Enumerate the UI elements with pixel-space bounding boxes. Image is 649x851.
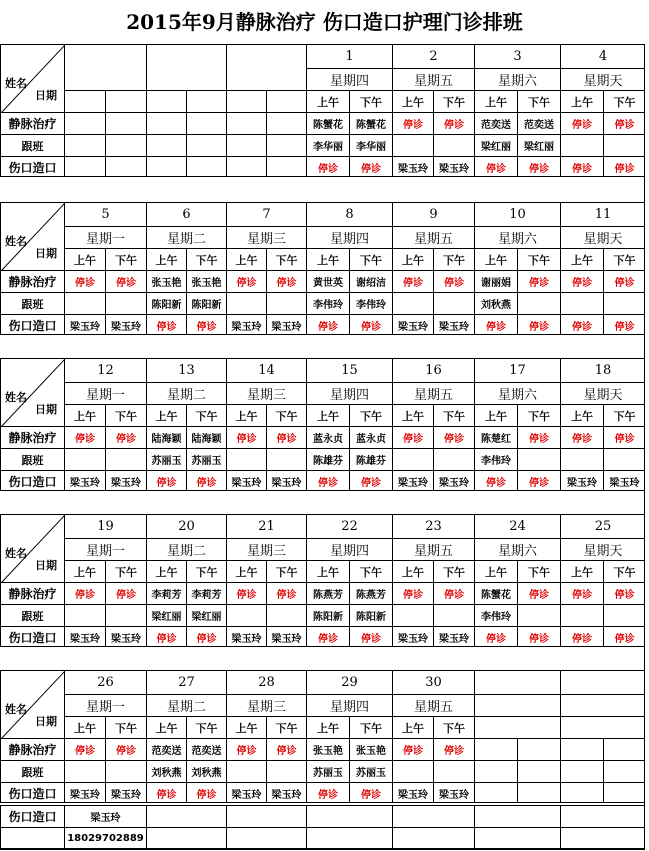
- row-label-follow: 跟班: [0, 760, 64, 782]
- schedule-cell-follow: 苏丽玉: [306, 760, 349, 782]
- weekday: 星期三: [226, 226, 306, 248]
- schedule-cell-iv: 停诊: [392, 738, 433, 760]
- schedule-cell-iv: 谢丽娟: [474, 270, 517, 292]
- day-number: 25: [560, 514, 645, 538]
- am-header: 上午: [146, 716, 186, 738]
- schedule-cell-wound: 梁玉玲: [226, 470, 266, 491]
- am-header: 上午: [306, 404, 349, 426]
- day-number: 8: [306, 202, 392, 226]
- pm-header: 下午: [433, 248, 474, 270]
- schedule-cell-wound: 梁玉玲: [105, 470, 146, 491]
- am-header: 上午: [560, 248, 603, 270]
- schedule-cell-wound: 梁玉玲: [560, 470, 603, 491]
- schedule-cell-follow: 李华丽: [349, 134, 392, 156]
- am-header: 上午: [474, 404, 517, 426]
- schedule-cell-iv: 陈楚红: [474, 426, 517, 448]
- weekday: 星期一: [64, 226, 146, 248]
- pm-header: 下午: [105, 248, 146, 270]
- am-header: 上午: [474, 90, 517, 112]
- weekday: 星期二: [146, 694, 226, 716]
- weekday: 星期四: [306, 694, 392, 716]
- day-number: 28: [226, 670, 306, 694]
- schedule-cell-wound: 停诊: [306, 156, 349, 177]
- am-header: 上午: [64, 248, 105, 270]
- schedule-cell-iv: 范奕送: [474, 112, 517, 134]
- weekday: 星期天: [560, 226, 645, 248]
- schedule-cell-iv: 张玉艳: [186, 270, 226, 292]
- day-number: 13: [146, 358, 226, 382]
- schedule-cell-iv: 停诊: [603, 426, 645, 448]
- weekday: 星期二: [146, 538, 226, 560]
- pm-header: 下午: [349, 404, 392, 426]
- weekday: 星期三: [226, 694, 306, 716]
- schedule-cell-wound: 停诊: [306, 470, 349, 491]
- schedule-cell-iv: 蓝永贞: [306, 426, 349, 448]
- schedule-cell-wound: 梁玉玲: [266, 782, 306, 803]
- schedule-cell-wound: 停诊: [349, 314, 392, 335]
- am-header: 上午: [392, 90, 433, 112]
- am-header: 上午: [392, 560, 433, 582]
- row-label-iv: 静脉治疗: [0, 112, 64, 134]
- row-label-follow: 跟班: [0, 134, 64, 156]
- weekday: 星期三: [226, 382, 306, 404]
- schedule-cell-iv: 停诊: [105, 738, 146, 760]
- weekday: 星期一: [64, 538, 146, 560]
- schedule-cell-follow: 梁红丽: [146, 604, 186, 626]
- schedule-cell-iv: 停诊: [64, 426, 105, 448]
- schedule-cell-follow: 陈阳新: [146, 292, 186, 314]
- am-header: 上午: [146, 560, 186, 582]
- schedule-cell-wound: 停诊: [186, 626, 226, 647]
- row-label-follow: 跟班: [0, 448, 64, 470]
- row-label-iv: 静脉治疗: [0, 738, 64, 760]
- day-number: 5: [64, 202, 146, 226]
- schedule-cell-wound: 梁玉玲: [105, 782, 146, 803]
- schedule-cell-wound: 停诊: [186, 782, 226, 803]
- name-label: 姓名: [5, 391, 27, 404]
- schedule-cell-wound: 停诊: [517, 470, 560, 491]
- date-label: 日期: [35, 715, 57, 728]
- row-label-iv: 静脉治疗: [0, 426, 64, 448]
- schedule-cell-iv: 停诊: [105, 582, 146, 604]
- footer-name: 梁玉玲: [64, 805, 146, 827]
- schedule-cell-wound: 梁玉玲: [433, 156, 474, 177]
- schedule-cell-wound: 梁玉玲: [266, 626, 306, 647]
- am-header: 上午: [146, 404, 186, 426]
- schedule-cell-wound: 停诊: [603, 626, 645, 647]
- schedule-cell-follow: 苏丽玉: [146, 448, 186, 470]
- day-number: 11: [560, 202, 645, 226]
- schedule-cell-follow: 李伟玲: [306, 292, 349, 314]
- schedule-cell-iv: 停诊: [560, 426, 603, 448]
- am-header: 上午: [146, 248, 186, 270]
- weekday: 星期天: [560, 538, 645, 560]
- schedule-cell-iv: 停诊: [392, 112, 433, 134]
- schedule-cell-wound: 停诊: [474, 470, 517, 491]
- schedule-cell-iv: 停诊: [266, 426, 306, 448]
- schedule-cell-iv: 停诊: [517, 582, 560, 604]
- row-label-wound: 伤口造口: [0, 314, 64, 335]
- schedule-cell-wound: 梁玉玲: [105, 314, 146, 335]
- schedule-cell-iv: 停诊: [392, 582, 433, 604]
- schedule-cell-wound: 停诊: [306, 782, 349, 803]
- pm-header: 下午: [603, 248, 645, 270]
- schedule-cell-wound: 停诊: [474, 156, 517, 177]
- am-header: 上午: [226, 560, 266, 582]
- pm-header: 下午: [186, 248, 226, 270]
- schedule-cell-wound: 停诊: [517, 626, 560, 647]
- schedule-cell-follow: 李伟玲: [474, 448, 517, 470]
- schedule-cell-iv: 李莉芳: [186, 582, 226, 604]
- schedule-cell-wound: 梁玉玲: [226, 626, 266, 647]
- schedule-cell-follow: 苏丽玉: [186, 448, 226, 470]
- schedule-cell-follow: 刘秋燕: [146, 760, 186, 782]
- schedule-cell-follow: 梁红丽: [517, 134, 560, 156]
- pm-header: 下午: [433, 560, 474, 582]
- pm-header: 下午: [266, 248, 306, 270]
- schedule-cell-iv: 停诊: [64, 582, 105, 604]
- am-header: 上午: [306, 90, 349, 112]
- schedule-cell-wound: 停诊: [603, 156, 645, 177]
- schedule-cell-iv: 停诊: [560, 270, 603, 292]
- schedule-cell-iv: 范奕送: [517, 112, 560, 134]
- schedule-cell-iv: 停诊: [226, 426, 266, 448]
- schedule-cell-iv: 陆海颖: [146, 426, 186, 448]
- schedule-cell-iv: 停诊: [266, 582, 306, 604]
- schedule-cell-iv: 停诊: [64, 270, 105, 292]
- schedule-cell-wound: 停诊: [146, 626, 186, 647]
- am-header: 上午: [226, 716, 266, 738]
- day-number: 15: [306, 358, 392, 382]
- weekday: 星期六: [474, 382, 560, 404]
- schedule-cell-iv: 陈燕芳: [306, 582, 349, 604]
- schedule-cell-wound: 梁玉玲: [226, 314, 266, 335]
- day-number: 2: [392, 44, 474, 68]
- schedule-cell-iv: 停诊: [392, 270, 433, 292]
- schedule-cell-wound: 停诊: [474, 626, 517, 647]
- pm-header: 下午: [603, 404, 645, 426]
- schedule-cell-iv: 停诊: [226, 738, 266, 760]
- am-header: 上午: [474, 248, 517, 270]
- am-header: 上午: [226, 404, 266, 426]
- weekday: 星期三: [226, 538, 306, 560]
- schedule-cell-iv: 黄世英: [306, 270, 349, 292]
- am-header: 上午: [306, 248, 349, 270]
- schedule-cell-wound: 梁玉玲: [266, 314, 306, 335]
- schedule-cell-iv: 停诊: [560, 112, 603, 134]
- row-label-iv: 静脉治疗: [0, 270, 64, 292]
- schedule-cell-iv: 范奕送: [186, 738, 226, 760]
- am-header: 上午: [64, 404, 105, 426]
- am-header: 上午: [392, 716, 433, 738]
- schedule-cell-iv: 陈燕芳: [349, 582, 392, 604]
- schedule-cell-iv: 停诊: [64, 738, 105, 760]
- schedule-cell-iv: 张玉艳: [306, 738, 349, 760]
- name-label: 姓名: [5, 703, 27, 716]
- pm-header: 下午: [105, 560, 146, 582]
- schedule-cell-iv: 停诊: [433, 112, 474, 134]
- schedule-cell-iv: 停诊: [560, 582, 603, 604]
- schedule-cell-follow: 李伟玲: [474, 604, 517, 626]
- schedule-cell-wound: 梁玉玲: [266, 470, 306, 491]
- weekday: 星期四: [306, 382, 392, 404]
- schedule-cell-follow: 李伟玲: [349, 292, 392, 314]
- day-number: 18: [560, 358, 645, 382]
- schedule-cell-wound: 梁玉玲: [64, 314, 105, 335]
- schedule-cell-wound: 梁玉玲: [603, 470, 645, 491]
- schedule-cell-iv: 张玉艳: [349, 738, 392, 760]
- schedule-cell-wound: 停诊: [349, 626, 392, 647]
- weekday: 星期五: [392, 538, 474, 560]
- schedule-cell-wound: 停诊: [517, 156, 560, 177]
- schedule-cell-iv: 停诊: [266, 738, 306, 760]
- schedule-cell-wound: 梁玉玲: [64, 470, 105, 491]
- day-number: 30: [392, 670, 474, 694]
- schedule-cell-iv: 张玉艳: [146, 270, 186, 292]
- schedule-cell-wound: 停诊: [146, 782, 186, 803]
- schedule-cell-iv: 停诊: [517, 426, 560, 448]
- pm-header: 下午: [349, 90, 392, 112]
- page-title: 2015年9月静脉治疗 伤口造口护理门诊排班: [126, 10, 523, 34]
- am-header: 上午: [560, 404, 603, 426]
- pm-header: 下午: [266, 560, 306, 582]
- schedule-cell-wound: 梁玉玲: [105, 626, 146, 647]
- day-number: 10: [474, 202, 560, 226]
- schedule-cell-wound: 停诊: [306, 314, 349, 335]
- am-header: 上午: [64, 560, 105, 582]
- schedule-cell-iv: 停诊: [603, 270, 645, 292]
- schedule-cell-follow: 刘秋燕: [186, 760, 226, 782]
- schedule-cell-wound: 梁玉玲: [392, 782, 433, 803]
- pm-header: 下午: [433, 716, 474, 738]
- am-header: 上午: [64, 716, 105, 738]
- day-number: 17: [474, 358, 560, 382]
- am-header: 上午: [560, 90, 603, 112]
- schedule-cell-wound: 停诊: [146, 314, 186, 335]
- weekday: 星期四: [306, 226, 392, 248]
- weekday: 星期六: [474, 226, 560, 248]
- day-number: 20: [146, 514, 226, 538]
- day-number: 22: [306, 514, 392, 538]
- schedule-cell-iv: 停诊: [226, 582, 266, 604]
- am-header: 上午: [306, 716, 349, 738]
- day-number: 1: [306, 44, 392, 68]
- schedule-cell-wound: 停诊: [474, 314, 517, 335]
- schedule-cell-iv: 停诊: [517, 270, 560, 292]
- row-label-wound: 伤口造口: [0, 156, 64, 177]
- schedule-cell-wound: 停诊: [349, 470, 392, 491]
- schedule-cell-wound: 梁玉玲: [433, 470, 474, 491]
- weekday: 星期五: [392, 226, 474, 248]
- schedule-cell-wound: 梁玉玲: [392, 314, 433, 335]
- row-label-wound: 伤口造口: [0, 782, 64, 803]
- day-number: 29: [306, 670, 392, 694]
- weekday: 星期五: [392, 694, 474, 716]
- schedule-cell-wound: 梁玉玲: [433, 314, 474, 335]
- name-label: 姓名: [5, 77, 27, 90]
- schedule-cell-iv: 停诊: [105, 270, 146, 292]
- date-label: 日期: [35, 89, 57, 102]
- day-number: 6: [146, 202, 226, 226]
- schedule-cell-wound: 停诊: [560, 156, 603, 177]
- row-label-iv: 静脉治疗: [0, 582, 64, 604]
- weekday: 星期四: [306, 538, 392, 560]
- pm-header: 下午: [186, 404, 226, 426]
- schedule-cell-iv: 陈蟹花: [349, 112, 392, 134]
- schedule-cell-wound: 梁玉玲: [433, 782, 474, 803]
- pm-header: 下午: [517, 404, 560, 426]
- schedule-cell-wound: 停诊: [560, 626, 603, 647]
- schedule-cell-iv: 谢绍洁: [349, 270, 392, 292]
- schedule-cell-wound: 停诊: [349, 782, 392, 803]
- weekday: 星期天: [560, 382, 645, 404]
- pm-header: 下午: [603, 90, 645, 112]
- pm-header: 下午: [517, 248, 560, 270]
- pm-header: 下午: [186, 560, 226, 582]
- schedule-cell-iv: 停诊: [433, 270, 474, 292]
- schedule-cell-follow: 苏丽玉: [349, 760, 392, 782]
- schedule-cell-follow: 李华丽: [306, 134, 349, 156]
- name-label: 姓名: [5, 547, 27, 560]
- footer-phone: 18029702889: [64, 827, 146, 849]
- schedule-cell-iv: 范奕送: [146, 738, 186, 760]
- row-label-follow: 跟班: [0, 292, 64, 314]
- name-label: 姓名: [5, 235, 27, 248]
- pm-header: 下午: [349, 248, 392, 270]
- pm-header: 下午: [266, 716, 306, 738]
- table-frame: [0, 44, 645, 850]
- schedule-cell-iv: 停诊: [433, 426, 474, 448]
- am-header: 上午: [392, 404, 433, 426]
- day-number: 19: [64, 514, 146, 538]
- schedule-cell-wound: 停诊: [603, 314, 645, 335]
- row-label-wound: 伤口造口: [0, 470, 64, 491]
- row-label-wound: 伤口造口: [0, 626, 64, 647]
- weekday: 星期五: [392, 382, 474, 404]
- pm-header: 下午: [433, 404, 474, 426]
- am-header: 上午: [474, 560, 517, 582]
- weekday: 星期六: [474, 538, 560, 560]
- schedule-cell-wound: 停诊: [560, 314, 603, 335]
- weekday: 星期六: [474, 68, 560, 90]
- pm-header: 下午: [186, 716, 226, 738]
- weekday: 星期二: [146, 382, 226, 404]
- weekday: 星期一: [64, 382, 146, 404]
- day-number: 4: [560, 44, 645, 68]
- schedule-cell-wound: 停诊: [517, 314, 560, 335]
- am-header: 上午: [392, 248, 433, 270]
- pm-header: 下午: [517, 560, 560, 582]
- am-header: 上午: [226, 248, 266, 270]
- schedule-cell-follow: 梁红丽: [474, 134, 517, 156]
- schedule-cell-wound: 梁玉玲: [392, 470, 433, 491]
- schedule-cell-wound: 梁玉玲: [433, 626, 474, 647]
- am-header: 上午: [306, 560, 349, 582]
- schedule-cell-wound: 梁玉玲: [226, 782, 266, 803]
- schedule-cell-wound: 停诊: [186, 470, 226, 491]
- schedule-cell-wound: 梁玉玲: [392, 626, 433, 647]
- schedule-cell-wound: 梁玉玲: [64, 782, 105, 803]
- pm-header: 下午: [433, 90, 474, 112]
- schedule-cell-wound: 梁玉玲: [392, 156, 433, 177]
- day-number: 7: [226, 202, 306, 226]
- schedule-cell-iv: 停诊: [603, 112, 645, 134]
- day-number: 3: [474, 44, 560, 68]
- pm-header: 下午: [105, 404, 146, 426]
- date-label: 日期: [35, 559, 57, 572]
- schedule-cell-follow: 陈雄芬: [306, 448, 349, 470]
- pm-header: 下午: [349, 560, 392, 582]
- schedule-cell-wound: 停诊: [349, 156, 392, 177]
- schedule-cell-follow: 刘秋燕: [474, 292, 517, 314]
- schedule-cell-follow: 陈雄芬: [349, 448, 392, 470]
- pm-header: 下午: [603, 560, 645, 582]
- pm-header: 下午: [517, 90, 560, 112]
- schedule-cell-follow: 陈阳新: [349, 604, 392, 626]
- schedule-cell-iv: 陈蟹花: [306, 112, 349, 134]
- schedule-cell-iv: 停诊: [266, 270, 306, 292]
- day-number: 9: [392, 202, 474, 226]
- schedule-cell-follow: 梁红丽: [186, 604, 226, 626]
- schedule-cell-wound: 停诊: [186, 314, 226, 335]
- schedule-cell-follow: 陈阳新: [186, 292, 226, 314]
- pm-header: 下午: [266, 404, 306, 426]
- schedule-cell-wound: 梁玉玲: [64, 626, 105, 647]
- day-number: 23: [392, 514, 474, 538]
- schedule-cell-iv: 陆海颖: [186, 426, 226, 448]
- schedule-cell-iv: 李莉芳: [146, 582, 186, 604]
- pm-header: 下午: [105, 716, 146, 738]
- day-number: 14: [226, 358, 306, 382]
- day-number: 16: [392, 358, 474, 382]
- pm-header: 下午: [349, 716, 392, 738]
- schedule-cell-iv: 停诊: [433, 582, 474, 604]
- date-label: 日期: [35, 403, 57, 416]
- am-header: 上午: [560, 560, 603, 582]
- schedule-cell-wound: 停诊: [306, 626, 349, 647]
- schedule-cell-iv: 停诊: [392, 426, 433, 448]
- day-number: 21: [226, 514, 306, 538]
- schedule-cell-iv: 陈蟹花: [474, 582, 517, 604]
- day-number: 27: [146, 670, 226, 694]
- schedule-cell-iv: 蓝永贞: [349, 426, 392, 448]
- date-label: 日期: [35, 247, 57, 260]
- weekday: 星期五: [392, 68, 474, 90]
- weekday: 星期二: [146, 226, 226, 248]
- schedule-cell-iv: 停诊: [226, 270, 266, 292]
- schedule-cell-follow: 陈阳新: [306, 604, 349, 626]
- footer-label: 伤口造口: [0, 805, 64, 827]
- day-number: 12: [64, 358, 146, 382]
- weekday: 星期一: [64, 694, 146, 716]
- weekday: 星期四: [306, 68, 392, 90]
- row-label-follow: 跟班: [0, 604, 64, 626]
- day-number: 24: [474, 514, 560, 538]
- schedule-cell-iv: 停诊: [105, 426, 146, 448]
- schedule-cell-iv: 停诊: [603, 582, 645, 604]
- weekday: 星期天: [560, 68, 645, 90]
- schedule-cell-wound: 停诊: [146, 470, 186, 491]
- day-number: 26: [64, 670, 146, 694]
- schedule-cell-iv: 停诊: [433, 738, 474, 760]
